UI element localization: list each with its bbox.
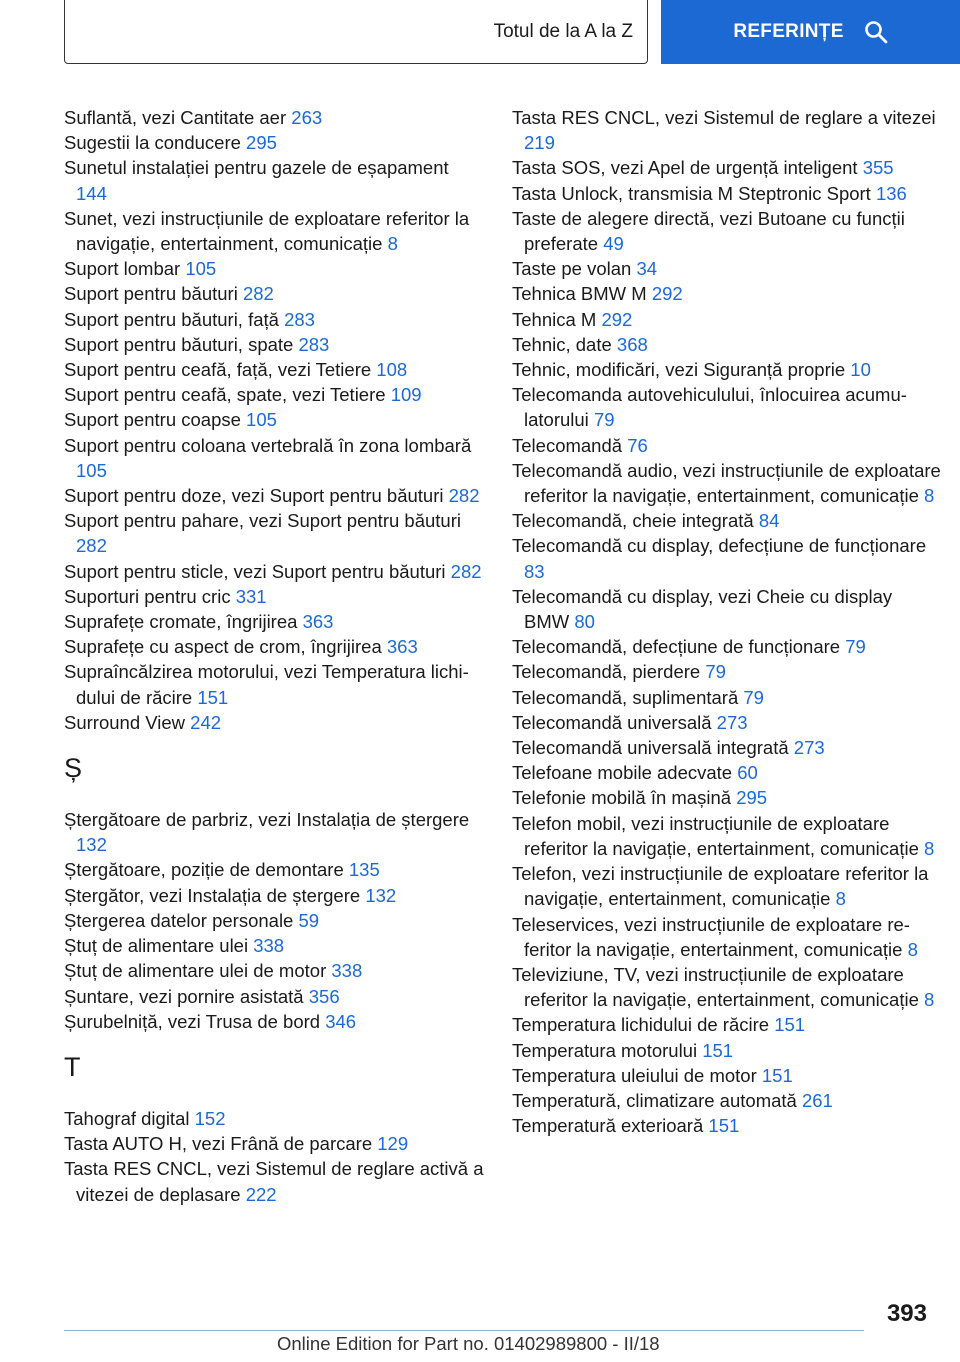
index-entry — [512, 105, 942, 155]
page-link[interactable]: 273 — [793, 737, 825, 759]
page-link[interactable]: 8 — [924, 837, 935, 859]
index-entry — [512, 1088, 942, 1113]
index-entry — [64, 710, 484, 735]
index-entry-text: Tehnic, modificări, vezi Siguranță proprie — [512, 359, 851, 381]
index-entry — [512, 433, 942, 458]
index-entry-text: Telecomandă cu display, vezi Cheie cu display BMW — [512, 585, 893, 633]
page-link[interactable]: 108 — [376, 359, 408, 381]
index-entry-text: Suprafețe cromate, îngrijirea — [64, 611, 303, 633]
index-entry-text: Sunet, vezi instrucțiunile de exploatare referitor la navigație, entertainment, comunicație — [64, 207, 470, 255]
index-entry-text: Taste pe volan — [512, 258, 637, 280]
index-entry-text: Telecomandă cu display, defecțiune de funcționare — [512, 535, 927, 557]
page-link[interactable]: 8 — [907, 938, 918, 960]
index-entry — [64, 933, 484, 958]
index-entry-text: Tasta Unlock, transmisia M Steptronic Sport — [512, 182, 876, 204]
page-link[interactable]: 59 — [298, 909, 320, 931]
index-entry-text: Tehnica M — [512, 308, 602, 330]
index-entry — [512, 685, 942, 710]
page-link[interactable]: 83 — [524, 560, 545, 582]
index-entry — [64, 382, 484, 407]
index-entry — [512, 307, 942, 332]
page-link[interactable]: 219 — [524, 132, 555, 154]
page-link[interactable]: 105 — [246, 409, 277, 431]
index-entry-text: Tasta AUTO H, vezi Frână de parcare — [64, 1133, 378, 1155]
index-entry — [64, 407, 484, 432]
page-link[interactable]: 129 — [377, 1133, 409, 1155]
index-entry — [64, 508, 484, 558]
index-entry-text: Tehnica BMW M — [512, 283, 652, 305]
index-entry — [64, 281, 484, 306]
page-link[interactable]: 109 — [390, 384, 422, 406]
page-link[interactable]: 282 — [450, 560, 482, 582]
index-entry-text: Sugestii la conducere — [64, 132, 247, 154]
index-entry-text: Suport lombar — [64, 258, 186, 280]
index-entry-text: Suport pentru băuturi — [64, 283, 243, 305]
index-entry-text: Ștuț de alimentare ulei — [64, 935, 254, 957]
index-entry — [512, 760, 942, 785]
index-column-left — [64, 105, 484, 1207]
page-link[interactable]: 132 — [365, 884, 397, 906]
index-entry — [512, 458, 942, 508]
page-link[interactable]: 8 — [387, 233, 398, 255]
page-link[interactable]: 151 — [774, 1014, 806, 1036]
edition-text: Online Edition for Part no. 01402989800 - II/18 — [277, 1333, 660, 1354]
page-link[interactable]: 144 — [76, 182, 107, 204]
index-entry-text: Temperatura uleiului de motor — [512, 1064, 762, 1086]
index-entry — [512, 735, 942, 760]
search-icon[interactable] — [864, 20, 888, 44]
index-entry-text: Suport pentru băuturi, spate — [64, 333, 299, 355]
page-link[interactable]: 10 — [850, 359, 871, 381]
page-link[interactable]: 282 — [76, 535, 107, 557]
index-entry-text: Temperatura lichidului de răcire — [512, 1014, 775, 1036]
page-link[interactable]: 151 — [702, 1039, 734, 1061]
index-entry — [512, 382, 942, 432]
page-link[interactable]: 363 — [386, 636, 418, 658]
page-link[interactable]: 84 — [758, 510, 780, 532]
index-entry-text: Supraîncălzirea motorului, vezi Temperatura lichidului de răcire — [64, 661, 469, 708]
page-link[interactable]: 152 — [194, 1107, 226, 1129]
index-entry-text: Suport pentru ceafă, față, vezi Tetiere — [64, 359, 377, 381]
index-entry — [512, 1113, 942, 1138]
index-entry — [512, 962, 942, 1012]
index-entry — [64, 483, 484, 508]
page-link[interactable]: 331 — [235, 585, 267, 607]
index-entry — [64, 332, 484, 357]
index-entry-text: Telecomandă universală integrată — [512, 737, 794, 759]
page-link[interactable]: 222 — [245, 1183, 277, 1205]
page-link[interactable]: 79 — [845, 636, 866, 658]
index-entry-text: Ștergătoare de parbriz, vezi Instalația de ștergere — [64, 809, 470, 831]
index-entry-text: Ștuț de alimentare ulei de motor — [64, 960, 332, 982]
page-link[interactable]: 34 — [636, 258, 658, 280]
page-link[interactable]: 263 — [291, 107, 323, 128]
references-tab[interactable] — [661, 0, 960, 64]
index-entry — [64, 984, 484, 1009]
page-link[interactable]: 356 — [308, 985, 340, 1007]
index-entry-text: Telefoane mobile adecvate — [512, 762, 738, 784]
page-link[interactable]: 282 — [448, 485, 480, 507]
page-link[interactable]: 282 — [242, 283, 274, 305]
index-entry-text: Taste de alegere directă, vezi Butoane cu funcții preferate — [512, 207, 905, 255]
index-entry — [512, 357, 942, 382]
page-link[interactable]: 242 — [190, 711, 222, 733]
index-entry-text: Temperatură, climatizare automată — [512, 1089, 802, 1111]
index-column-right — [512, 105, 942, 1138]
index-entry-text: Telecomandă audio, vezi instrucțiunile de exploatare referitor la navigație, entertainment, comunicație — [512, 459, 941, 507]
index-entry — [64, 155, 484, 205]
index-entry — [512, 584, 942, 634]
page-link[interactable]: 105 — [76, 459, 107, 481]
index-entry-text: Suporturi pentru cric — [64, 585, 236, 607]
page-number: 393 — [886, 1300, 927, 1327]
page-link[interactable]: 76 — [627, 434, 648, 456]
index-entry-text: Temperatură exterioară — [512, 1115, 709, 1137]
index-entry-text: Tasta SOS, vezi Apel de urgență inteligent — [512, 157, 863, 179]
page-link[interactable]: 8 — [924, 485, 935, 507]
index-entry — [64, 584, 484, 609]
index-entry-text: Ștergătoare, poziție de demontare — [64, 859, 349, 881]
index-entry-text: Tehnic, date — [512, 333, 617, 355]
index-entry — [512, 861, 942, 911]
index-entry — [512, 181, 942, 206]
page-link[interactable]: 60 — [737, 762, 758, 784]
index-entry — [512, 533, 942, 583]
index-entry — [64, 1009, 484, 1034]
page-link[interactable]: 273 — [716, 711, 748, 733]
page-link[interactable]: 363 — [302, 611, 334, 633]
index-entry — [512, 785, 942, 810]
page-link[interactable]: 368 — [616, 333, 648, 355]
index-entry-text: Suprafețe cu aspect de crom, îngrijirea — [64, 636, 387, 658]
page-link[interactable]: 292 — [601, 308, 633, 330]
index-entry — [512, 256, 942, 281]
page-link[interactable]: 79 — [743, 686, 764, 708]
index-entry-text: Suport pentru doze, vezi Suport pentru băuturi — [64, 485, 449, 507]
index-entry-text: Telecomandă, cheie integrată — [512, 510, 759, 532]
index-entry-text: Tasta RES CNCL, vezi Sistemul de reglare a vitezei — [512, 107, 936, 128]
index-entry-text: Suport pentru pahare, vezi Suport pentru băuturi — [64, 510, 461, 532]
index-entry — [64, 256, 484, 281]
page-link[interactable]: 105 — [185, 258, 217, 280]
index-entry — [512, 206, 942, 256]
page-link[interactable]: 151 — [761, 1064, 793, 1086]
letter-heading: T — [64, 1051, 81, 1082]
index-entry — [512, 281, 942, 306]
index-entry — [64, 1156, 484, 1206]
index-entry — [64, 307, 484, 332]
page-link[interactable]: 8 — [924, 989, 935, 1011]
footer-divider — [64, 1330, 864, 1331]
index-entry — [64, 857, 484, 882]
index-entry — [64, 883, 484, 908]
index-entry-text: Telefon mobil, vezi instrucțiunile de exploatare referitor la navigație, entertainment, comunicație — [512, 812, 925, 859]
index-entry-text: Șuntare, vezi pornire asistată — [64, 985, 309, 1007]
index-entry-text: Telecomandă, defecțiune de funcționare — [512, 636, 846, 658]
index-entry — [512, 508, 942, 533]
index-entry — [64, 105, 484, 130]
index-entry-text: Tahograf digital — [64, 1107, 195, 1129]
page-link[interactable]: 151 — [708, 1115, 740, 1137]
index-entry — [64, 433, 484, 483]
index-entry — [512, 634, 942, 659]
index-entry — [64, 807, 484, 857]
index-entry — [64, 908, 484, 933]
page-link[interactable]: 283 — [298, 333, 330, 355]
index-entry-text: Suport pentru coloana vertebrală în zona lombară — [64, 434, 472, 456]
index-entry-text: Tasta RES CNCL, vezi Sistemul de reglare activă a vitezei de deplasare — [64, 1158, 484, 1205]
letter-heading: Ș — [64, 753, 83, 784]
index-entry — [512, 1038, 942, 1063]
index-entry — [512, 811, 942, 861]
index-entry — [64, 206, 484, 256]
index-entry-text: Sunetul instalației pentru gazele de eșapament — [64, 157, 449, 179]
index-entry-text: Telefonie mobilă în mașină — [512, 787, 737, 809]
page-link[interactable]: 79 — [705, 661, 726, 683]
page-link[interactable]: 283 — [284, 308, 315, 330]
index-entry — [512, 659, 942, 684]
index-entry — [512, 1063, 942, 1088]
page-link[interactable]: 338 — [331, 960, 363, 982]
page-link[interactable]: 151 — [197, 686, 229, 708]
index-entry — [512, 155, 942, 180]
index-entry-text: Șurubelniță, vezi Trusa de bord — [64, 1010, 326, 1032]
index-entry-text: Telecomanda autovehiculului, înlocuirea acumulatorului — [512, 384, 907, 431]
index-entry — [64, 1131, 484, 1156]
index-entry-text: Temperatura motorului — [512, 1039, 703, 1061]
page-link[interactable]: 338 — [253, 935, 285, 957]
page-link[interactable]: 49 — [603, 233, 624, 255]
page-link[interactable]: 292 — [651, 283, 683, 305]
page-link[interactable]: 79 — [593, 409, 615, 431]
page-link[interactable]: 355 — [862, 157, 894, 179]
index-entry-text: Televiziune, TV, vezi instrucțiunile de exploatare referitor la navigație, entertainment, comunicație — [512, 963, 925, 1011]
index-entry-text: Suport pentru sticle, vezi Suport pentru băuturi — [64, 560, 451, 582]
index-entry-text: Teleservices, vezi instrucțiunile de exploatare referitor la navigație, entertainment, comunicație — [512, 913, 910, 960]
section-tab[interactable] — [64, 0, 648, 64]
index-entry — [64, 130, 484, 155]
page-link[interactable]: 295 — [736, 787, 768, 809]
index-entry — [64, 357, 484, 382]
page-link[interactable]: 80 — [574, 611, 595, 633]
index-entry — [512, 332, 942, 357]
index-entry-text: Ștergător, vezi Instalația de ștergere — [64, 884, 366, 906]
index-entry-text: Suport pentru băuturi, față — [64, 308, 285, 330]
page-link[interactable]: 136 — [875, 182, 907, 204]
page-link[interactable]: 295 — [246, 132, 277, 154]
index-entry — [64, 1106, 484, 1131]
page-link[interactable]: 346 — [325, 1010, 357, 1032]
index-entry-text: Telefon, vezi instrucțiunile de exploatare referitor la navigație, entertainment, comunicație — [512, 863, 929, 910]
index-entry — [512, 1012, 942, 1037]
page-link[interactable]: 261 — [801, 1089, 833, 1111]
index-entry — [64, 659, 484, 709]
index-entry-text: Suport pentru ceafă, spate, vezi Tetiere — [64, 384, 391, 406]
index-entry-text: Telecomandă, suplimentară — [512, 686, 744, 708]
index-entry — [64, 609, 484, 634]
page-link[interactable]: 135 — [348, 859, 380, 881]
references-tab-label: REFERINȚE — [733, 21, 844, 42]
index-entry-text: Telecomandă universală — [512, 711, 717, 733]
index-entry — [64, 634, 484, 659]
index-entry — [512, 912, 942, 962]
index-entry — [512, 710, 942, 735]
index-entry-text: Surround View — [64, 711, 191, 733]
index-entry-text: Telecomandă — [512, 434, 628, 456]
index-entry-text: Telecomandă, pierdere — [512, 661, 706, 683]
index-entry — [64, 559, 484, 584]
section-title: Totul de la A la Z — [493, 20, 633, 42]
page-link[interactable]: 8 — [835, 888, 846, 910]
index-entry-text: Suflantă, vezi Cantitate aer — [64, 107, 292, 128]
page-link[interactable]: 132 — [76, 834, 107, 856]
index-entry — [64, 958, 484, 983]
index-entry-text: Suport pentru coapse — [64, 409, 247, 431]
index-entry-text: Ștergerea datelor personale — [64, 909, 299, 931]
